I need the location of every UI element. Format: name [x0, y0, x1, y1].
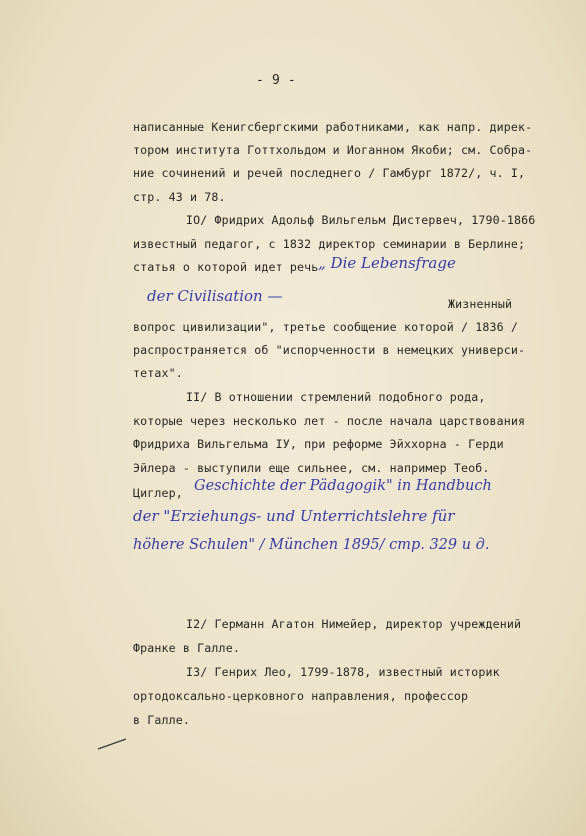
footnote-10-heading: IO/ Фридрих Адольф Вильгельм Дистервеч, 1790-1866: [186, 213, 536, 227]
handwritten-reference-line-2: der "Erziehungs- und Unterrichtslehre für: [133, 507, 455, 525]
text-line: распространяется об "испорченности в немецких универси-: [133, 343, 526, 357]
text-line: тором института Готтхольдом и Иоганном Якоби; см. Собра-: [133, 143, 533, 157]
text-line: известный педагог, с 1832 директор семинарии в Берлине;: [133, 237, 526, 251]
handwritten-title-part-1: „ Die Lebensfrage: [318, 254, 456, 272]
text-line: Фридриха Вильгельма IУ, при реформе Эйххорна - Герди: [133, 437, 504, 451]
pencil-mark: [96, 733, 136, 753]
handwritten-reference-line-1: Geschichte der Pädagogik" in Handbuch: [194, 478, 492, 494]
page-number: - 9 -: [256, 73, 296, 88]
text-line: тетах".: [133, 366, 183, 380]
text-line: ние сочинений и речей последнего / Гамбург 1872/, ч. I,: [133, 166, 526, 180]
text-line: стр. 43 и 78.: [133, 190, 226, 204]
footnote-12-heading: I2/ Германн Агатон Нимейер, директор учреждений: [186, 617, 522, 631]
footnote-13-heading: I3/ Генрих Лео, 1799-1878, известный историк: [186, 665, 500, 679]
text-line: Циглер,: [133, 486, 183, 500]
text-line: ортодоксально-церковного направления, профессор: [133, 689, 469, 703]
footnote-11-heading: II/ В отношении стремлений подобного рода,: [186, 390, 486, 404]
text-line: которые через несколько лет - после начала царствования: [133, 414, 526, 428]
text-line: Жизненный: [448, 297, 513, 311]
text-line: написанные Кенигсбергскими работниками, как напр. дирек-: [133, 120, 533, 134]
text-line: статья о которой идет речь: [133, 260, 319, 274]
text-line: вопрос цивилизации", третье сообщение которой / 1836 /: [133, 320, 519, 334]
text-line: в Галле.: [133, 713, 191, 727]
handwritten-reference-line-3: höhere Schulen" / München 1895/ стр. 329 и д.: [133, 537, 490, 553]
handwritten-title-part-2: der Civilisation —: [147, 287, 283, 305]
text-line: Эйлера - выступили еще сильнее, см. например Теоб.: [133, 461, 490, 475]
text-line: Франке в Галле.: [133, 641, 240, 655]
